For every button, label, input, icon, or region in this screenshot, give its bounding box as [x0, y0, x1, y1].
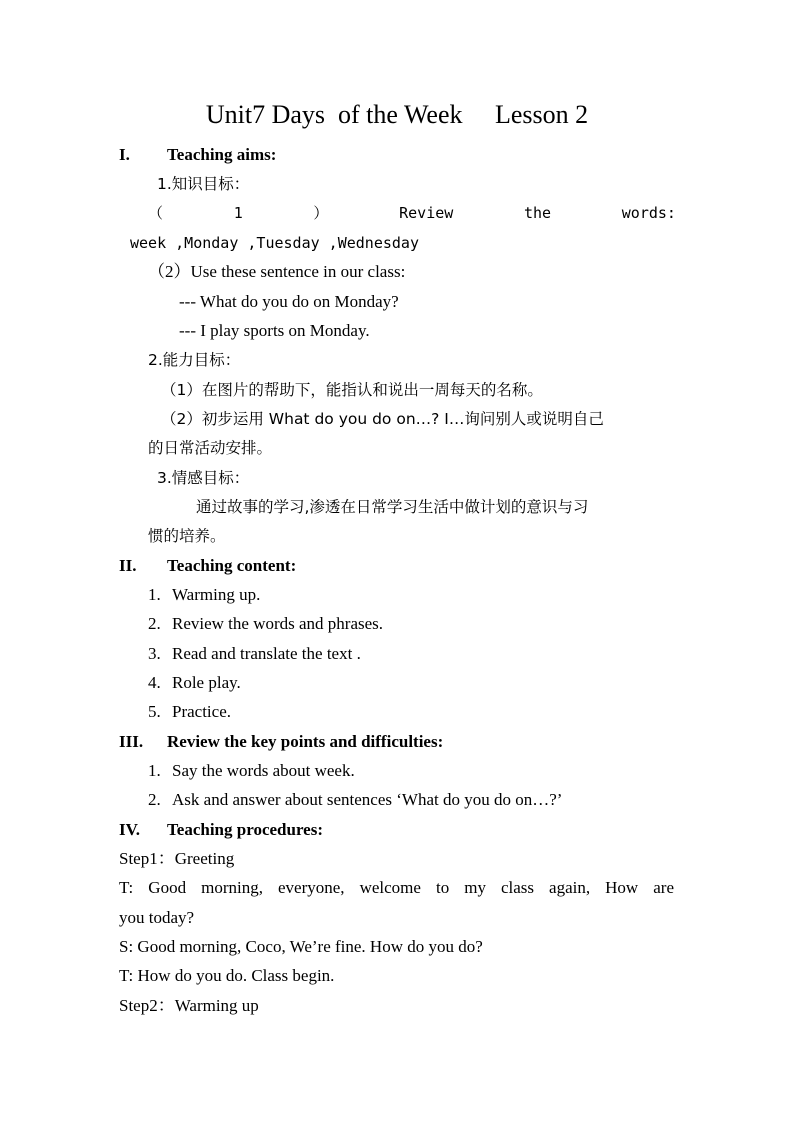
ability-item-1: （1）在图片的帮助下，能指认和说出一周每天的名称。	[161, 381, 543, 399]
section-number: I.	[119, 145, 130, 164]
section-heading-procedures	[119, 819, 323, 841]
list-text: Ask and answer about sentences ‘What do you do on…?’	[172, 790, 563, 809]
step-2-label: Step2：Warming up	[119, 996, 259, 1015]
list-number: 1.	[148, 585, 161, 604]
teacher-line-2: T: How do you do. Class begin.	[119, 966, 335, 985]
list-item	[148, 789, 562, 811]
list-text: Warming up.	[172, 585, 261, 604]
list-text: Review the words and phrases.	[172, 614, 384, 633]
list-item	[148, 643, 361, 665]
teacher-line-1-cont: you today?	[119, 908, 195, 927]
section-title: Teaching procedures:	[167, 820, 324, 839]
list-item	[148, 584, 260, 606]
section-number: IV.	[119, 820, 140, 839]
paren-open: （	[148, 204, 164, 222]
dialogue-question: --- What do you do on Monday?	[179, 292, 399, 311]
list-text: Read and translate the text .	[172, 644, 361, 663]
section-title: Teaching content:	[167, 556, 297, 575]
emotion-text-1: 通过故事的学习,渗透在日常学习生活中做计划的意识与习	[196, 498, 589, 516]
section-heading-aims	[119, 144, 276, 166]
page-title: Unit7 Days of the Week Lesson 2	[205, 100, 589, 129]
dialogue-answer: --- I play sports on Monday.	[179, 321, 370, 340]
review-word: Review	[399, 204, 454, 222]
list-number: 2.	[148, 614, 161, 633]
section-number: III.	[119, 732, 144, 751]
words-word: words:	[621, 204, 676, 222]
paren-close: ）	[313, 204, 329, 222]
section-heading-key-points	[119, 731, 443, 753]
review-words-line	[148, 202, 676, 224]
knowledge-label: 1.知识目标：	[157, 175, 250, 193]
list-number: 3.	[148, 644, 161, 663]
step-1-label: Step1：Greeting	[119, 849, 235, 868]
list-number: 1.	[148, 761, 161, 780]
list-text: Practice.	[172, 702, 231, 721]
ability-item-2-cont: 的日常活动安排。	[148, 439, 273, 457]
word-list: week ,Monday ,Tuesday ,Wednesday	[130, 234, 419, 252]
ability-label: 2.能力目标：	[148, 351, 241, 369]
use-sentence-line: （2）Use these sentence in our class:	[148, 262, 406, 281]
list-item	[148, 701, 231, 723]
list-number: 2.	[148, 790, 161, 809]
section-number: II.	[119, 556, 137, 575]
list-text: Role play.	[172, 673, 241, 692]
paren-num: 1	[233, 204, 243, 222]
section-title: Review the key points and difficulties:	[167, 732, 444, 751]
emotion-text-2: 惯的培养。	[148, 527, 226, 545]
section-heading-content	[119, 555, 296, 577]
teacher-line-1: T: Good morning, everyone, welcome to my class again, How are	[119, 878, 674, 897]
list-number: 5.	[148, 702, 161, 721]
list-number: 4.	[148, 673, 161, 692]
list-text: Say the words about week.	[172, 761, 355, 780]
list-item	[148, 760, 355, 782]
emotion-label: 3.情感目标：	[157, 469, 250, 487]
student-line-1: S: Good morning, Coco, We’re fine. How do you do?	[119, 937, 483, 956]
ability-item-2: （2）初步运用 What do you do on…? I…询问别人或说明自己	[161, 410, 604, 428]
the-word: the	[524, 204, 552, 222]
list-item	[148, 672, 241, 694]
list-item	[148, 613, 383, 635]
section-title: Teaching aims:	[167, 145, 277, 164]
